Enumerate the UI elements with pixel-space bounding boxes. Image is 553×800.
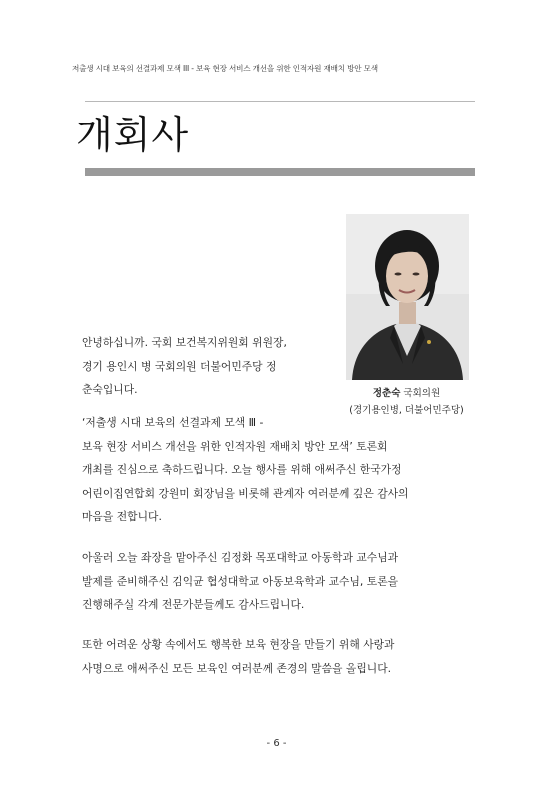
paragraph-line: 또한 어려운 상황 속에서도 행복한 보육 현장을 만들기 위해 사랑과 xyxy=(82,638,395,651)
speaker-role: 국회의원 xyxy=(403,388,441,399)
body-paragraph-1 xyxy=(82,411,482,529)
paragraph-line: 사명으로 애써주신 모든 보육인 여러분께 존경의 말씀을 올립니다. xyxy=(82,661,392,675)
portrait-photo xyxy=(346,214,469,380)
page-number: - 6 - xyxy=(266,738,287,749)
intro-line: 춘숙입니다. xyxy=(82,383,138,396)
caption-line-1 xyxy=(340,385,473,402)
running-header: 저출생 시대 보육의 선결과제 모색 III - 보육 현장 서비스 개선을 위한 인적자원 재배치 방안 모색 xyxy=(72,64,378,73)
title-underline-bar xyxy=(85,168,475,176)
body-paragraph-3 xyxy=(82,633,482,680)
paragraph-line: 개최를 진심으로 축하드립니다. 오늘 행사를 위해 애써주신 한국가정 xyxy=(82,463,402,476)
portrait-illustration xyxy=(346,214,469,380)
paragraph-line: 진행해주실 각계 전문가분들께도 감사드립니다. xyxy=(82,598,305,611)
intro-paragraph xyxy=(82,331,287,402)
paragraph-line: 보육 현장 서비스 개선을 위한 인적자원 재배치 방안 모색’ 토론회 xyxy=(82,439,388,453)
paragraph-line: 아울러 오늘 좌장을 맡아주신 김정화 목포대학교 아동학과 교수님과 xyxy=(82,551,399,564)
paragraph-line: 발제를 준비해주신 김익균 협성대학교 아동보육학과 교수님, 토론을 xyxy=(82,574,399,588)
intro-line: 경기 용인시 병 국회의원 더불어민주당 정 xyxy=(82,359,277,373)
body-paragraph-2 xyxy=(82,546,482,617)
paragraph-line: ‘저출생 시대 보육의 선결과제 모색 Ⅲ - xyxy=(82,416,264,429)
paragraph-line: 어린이집연합회 강원미 회장님을 비롯해 관계자 여러분께 깊은 감사의 xyxy=(82,486,409,500)
header-divider xyxy=(85,101,475,102)
speaker-affiliation: (경기용인병, 더불어민주당) xyxy=(349,405,464,416)
page-title: 개회사 xyxy=(76,113,190,157)
intro-line: 안녕하십니까. 국회 보건복지위원회 위원장, xyxy=(82,336,287,349)
paragraph-line: 마음을 전합니다. xyxy=(82,510,162,523)
speaker-name: 정춘숙 xyxy=(372,388,401,399)
